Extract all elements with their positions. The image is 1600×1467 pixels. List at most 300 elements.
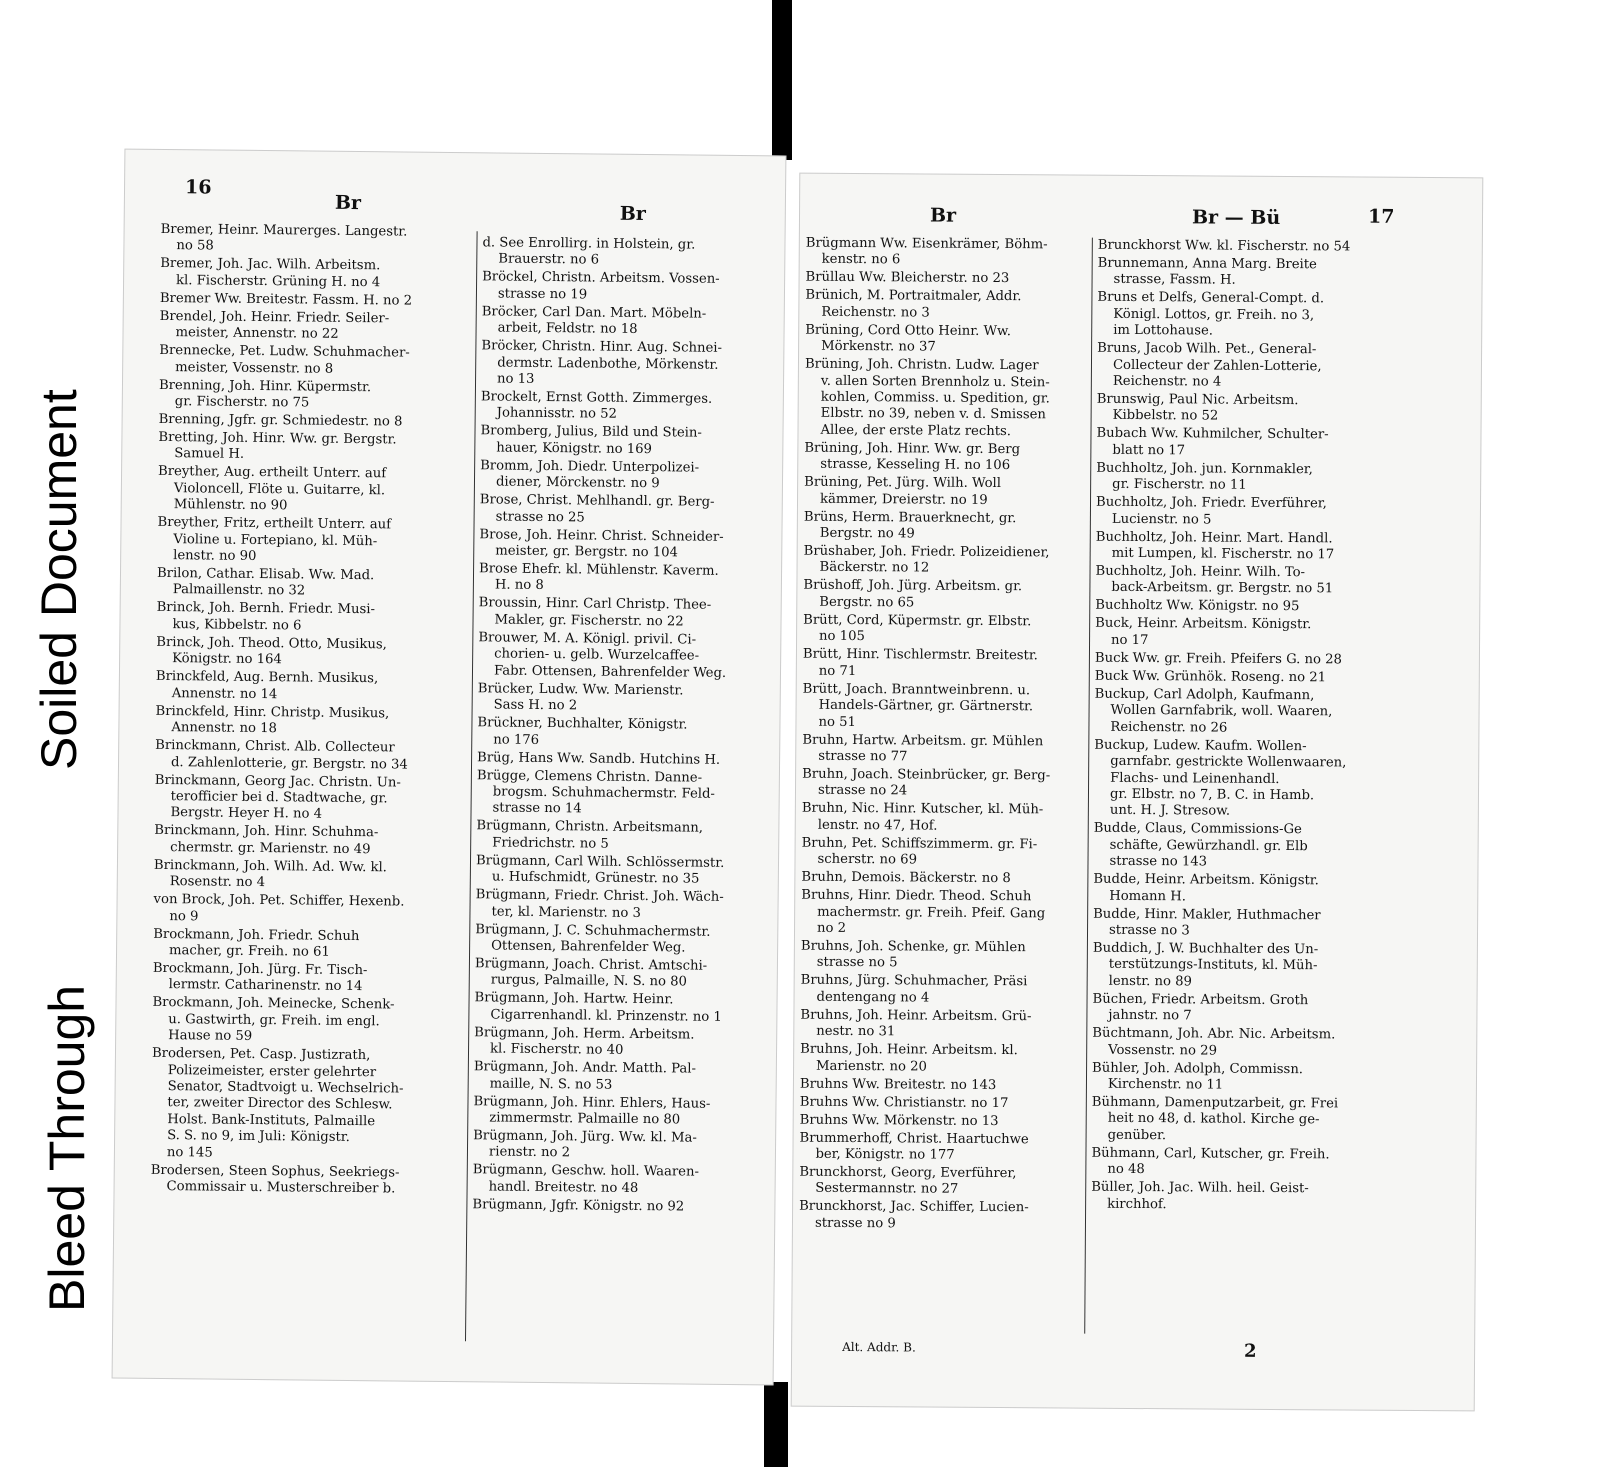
entry-name-line: Brilon, Cathar. Elisab. Ww. Mad. bbox=[156, 565, 375, 584]
directory-entry bbox=[802, 767, 1090, 802]
directory-entry bbox=[155, 738, 465, 774]
entry-name-line: Brünich, M. Portraitmaler, Addr. bbox=[805, 288, 1022, 305]
directory-entry bbox=[482, 304, 780, 340]
entry-continuation-line: Reichenstr. no 26 bbox=[1110, 719, 1228, 736]
directory-entry bbox=[801, 870, 1089, 888]
entry-continuation-line: Samuel H. bbox=[174, 446, 245, 463]
entry-continuation-line: Friedrichstr. no 5 bbox=[492, 835, 609, 852]
directory-entry bbox=[478, 681, 776, 717]
entry-name-line: d. See Enrollirg. in Holstein, gr. bbox=[482, 235, 696, 253]
directory-entry bbox=[800, 1112, 1088, 1130]
entry-name-line: Brockmann, Joh. Meinecke, Schenk- bbox=[152, 995, 395, 1013]
entry-name-line: Buck Ww. gr. Freih. Pfeifers G. no 28 bbox=[1094, 650, 1343, 668]
entry-name-line: Brügmann Ww. Eisenkrämer, Böhm- bbox=[805, 235, 1048, 253]
directory-entry bbox=[803, 613, 1091, 648]
entry-name-line: Bruhn, Nic. Hinr. Kutscher, kl. Müh- bbox=[801, 800, 1044, 818]
entry-name-line: Brockelt, Ernst Gotth. Zimmerges. bbox=[480, 389, 713, 407]
directory-entry bbox=[1093, 872, 1377, 907]
directory-entry bbox=[1094, 687, 1378, 738]
entry-continuation-line: nestr. no 31 bbox=[816, 1023, 896, 1040]
entry-name-line: Bühler, Joh. Adolph, Commissn. bbox=[1092, 1060, 1304, 1077]
entry-continuation-line: genüber. bbox=[1107, 1127, 1167, 1143]
entry-continuation-line: Flachs- und Leinenhandl. bbox=[1110, 770, 1280, 787]
entry-continuation-line: kus, Kibbelstr. no 6 bbox=[172, 616, 302, 634]
entry-name-line: Bromm, Joh. Diedr. Unterpolizei- bbox=[480, 458, 700, 476]
entry-continuation-line: no 2 bbox=[816, 920, 847, 936]
directory-entry bbox=[475, 956, 773, 992]
directory-entry bbox=[150, 1162, 460, 1198]
entry-name-line: Brügmann, Joh. Hinr. Ehlers, Haus- bbox=[473, 1093, 711, 1112]
directory-entry bbox=[472, 1197, 770, 1217]
entry-name-line: Bromberg, Julius, Bild und Stein- bbox=[480, 423, 702, 442]
entry-continuation-line: Handels-Gärtner, gr. Gärtnerstr. bbox=[818, 697, 1034, 715]
entry-name-line: Brütt, Joach. Branntweinbrenn. u. bbox=[802, 681, 1031, 698]
left-column-1 bbox=[150, 222, 470, 1200]
entry-continuation-line: strasse no 25 bbox=[495, 509, 585, 526]
entry-continuation-line: lenstr. no 47, Hof. bbox=[817, 817, 938, 834]
entry-continuation-line: Violoncell, Flöte u. Guitarre, kl. bbox=[173, 480, 386, 499]
entry-continuation-line: kämmer, Dreierstr. no 19 bbox=[819, 491, 988, 508]
directory-entry bbox=[153, 892, 463, 928]
entry-continuation-line: strasse, Fassm. H. bbox=[1113, 272, 1236, 289]
entry-name-line: Brose, Joh. Heinr. Christ. Schneider- bbox=[479, 526, 724, 545]
directory-entry bbox=[157, 566, 467, 602]
entry-name-line: Brunswig, Paul Nic. Arbeitsm. bbox=[1096, 391, 1299, 409]
entry-name-line: Buchholtz Ww. Königstr. no 95 bbox=[1095, 598, 1300, 615]
entry-continuation-line: strasse no 9 bbox=[814, 1215, 896, 1232]
entry-name-line: Bremer Ww. Breitestr. Fassm. H. no 2 bbox=[159, 290, 413, 309]
entry-name-line: Bruhns, Joh. Schenke, gr. Mühlen bbox=[800, 938, 1026, 956]
entry-name-line: Bruhn, Pet. Schiffszimmerm. gr. Fi- bbox=[801, 835, 1038, 853]
entry-name-line: Brüning, Pet. Jürg. Wilh. Woll bbox=[804, 474, 1002, 492]
entry-name-line: Bruhns Ww. Breitestr. no 143 bbox=[799, 1076, 997, 1093]
directory-entry bbox=[156, 635, 466, 671]
entry-continuation-line: no 58 bbox=[176, 238, 214, 254]
directory-entry bbox=[1095, 651, 1379, 669]
entry-continuation-line: terstützungs-Instituts, kl. Müh- bbox=[1108, 957, 1318, 974]
directory-entry bbox=[474, 991, 772, 1027]
entry-continuation-line: dermstr. Ladenbothe, Mörkenstr. bbox=[497, 355, 719, 373]
entry-continuation-line: Kirchenstr. no 11 bbox=[1107, 1076, 1224, 1093]
directory-entry bbox=[158, 430, 468, 466]
entry-continuation-line: lenstr. no 89 bbox=[1108, 973, 1192, 990]
entry-continuation-line: blatt no 17 bbox=[1112, 442, 1186, 459]
entry-name-line: Brügmann, Jgfr. Königstr. no 92 bbox=[472, 1197, 685, 1215]
entry-name-line: Buckup, Carl Adolph, Kaufmann, bbox=[1094, 686, 1315, 704]
entry-name-line: Broussin, Hinr. Carl Christp. Thee- bbox=[478, 595, 712, 614]
entry-continuation-line: strasse no 143 bbox=[1109, 853, 1208, 870]
directory-entry bbox=[1096, 426, 1380, 461]
directory-entry bbox=[804, 475, 1092, 510]
entry-continuation-line: Cigarrenhandl. kl. Prinzenstr. no 1 bbox=[490, 1007, 722, 1025]
directory-entry bbox=[476, 853, 774, 889]
entry-continuation-line: Lucienstr. no 5 bbox=[1111, 511, 1212, 528]
directory-entry bbox=[474, 1059, 772, 1095]
directory-entry bbox=[476, 768, 774, 820]
entry-name-line: Büchtmann, Joh. Abr. Nic. Arbeitsm. bbox=[1092, 1025, 1336, 1043]
entry-name-line: Brügmann, Friedr. Christ. Joh. Wäch- bbox=[475, 887, 724, 906]
entry-name-line: Brügmann, Joh. Herm. Arbeitsm. bbox=[474, 1025, 695, 1043]
entry-name-line: Brenning, Joh. Hinr. Küpermstr. bbox=[158, 377, 372, 395]
entry-continuation-line: no 9 bbox=[169, 908, 199, 924]
entry-name-line: Budde, Hinr. Makler, Huthmacher bbox=[1093, 906, 1321, 923]
entry-name-line: Buddich, J. W. Buchhalter des Un- bbox=[1092, 940, 1319, 958]
directory-entry bbox=[480, 424, 778, 460]
directory-entry bbox=[477, 715, 775, 751]
entry-name-line: Brüshoff, Joh. Jürg. Arbeitsm. gr. bbox=[803, 578, 1023, 595]
page-number-left: 16 bbox=[184, 176, 212, 199]
directory-entry bbox=[160, 291, 470, 311]
directory-entry bbox=[804, 441, 1092, 476]
entry-name-line: Brügmann, Joh. Hartw. Heinr. bbox=[474, 990, 674, 1008]
entry-name-line: Brose, Christ. Mehlhandl. gr. Berg- bbox=[479, 492, 715, 511]
entry-name-line: Bruhns, Joh. Heinr. Arbeitsm. kl. bbox=[800, 1041, 1018, 1059]
entry-continuation-line: Reichenstr. no 4 bbox=[1112, 373, 1222, 390]
entry-continuation-line: Wollen Garnfabrik, woll. Waaren, bbox=[1110, 703, 1333, 720]
entry-name-line: Buckup, Ludew. Kaufm. Wollen- bbox=[1094, 737, 1307, 754]
entry-continuation-line: Mörkenstr. no 37 bbox=[821, 339, 936, 355]
entry-name-line: Brüns, Herm. Brauerknecht, gr. bbox=[803, 509, 1017, 526]
entry-name-line: Brütt, Hinr. Tischlermstr. Breitestr. bbox=[802, 646, 1038, 664]
entry-continuation-line: ter, kl. Marienstr. no 3 bbox=[491, 903, 642, 921]
entry-name-line: Brügge, Clemens Christn. Danne- bbox=[476, 767, 703, 786]
directory-entry bbox=[1093, 821, 1377, 872]
directory-entry bbox=[474, 1025, 772, 1061]
entry-name-line: Brendel, Joh. Heinr. Friedr. Seiler- bbox=[159, 308, 390, 327]
entry-name-line: Brunckhorst, Georg, Everführer, bbox=[799, 1164, 1017, 1182]
entry-continuation-line: Allee, der erste Platz rechts. bbox=[820, 422, 1012, 439]
entry-continuation-line: no 51 bbox=[818, 714, 856, 730]
entry-continuation-line: rienstr. no 2 bbox=[488, 1144, 571, 1161]
entry-name-line: Bühmann, Carl, Kutscher, gr. Freih. bbox=[1091, 1145, 1330, 1163]
entry-continuation-line: Brauerstr. no 6 bbox=[498, 251, 600, 268]
entry-continuation-line: no 13 bbox=[496, 371, 535, 387]
entry-name-line: Brügmann, Joh. Andr. Matth. Pal- bbox=[473, 1059, 697, 1077]
entry-name-line: Bruhns, Hinr. Diedr. Theod. Schuh bbox=[801, 887, 1032, 905]
entry-name-line: Bruns et Delfs, General-Compt. d. bbox=[1097, 290, 1325, 307]
directory-entry bbox=[1097, 392, 1381, 427]
entry-name-line: Budde, Claus, Commissions-Ge bbox=[1093, 821, 1302, 838]
entry-continuation-line: kenstr. no 6 bbox=[821, 252, 901, 268]
entry-continuation-line: arbeit, Feldstr. no 18 bbox=[497, 320, 638, 338]
entry-continuation-line: Johannisstr. no 52 bbox=[496, 405, 618, 423]
directory-entry bbox=[480, 493, 778, 529]
directory-entry bbox=[800, 973, 1088, 1008]
entry-continuation-line: Bäckerstr. no 12 bbox=[819, 560, 930, 577]
entry-name-line: Brennecke, Pet. Ludw. Schuhmacher- bbox=[159, 343, 410, 361]
entry-continuation-line: strasse no 14 bbox=[492, 800, 582, 817]
entry-name-line: Brockmann, Joh. Friedr. Schuh bbox=[153, 926, 360, 944]
directory-entry bbox=[155, 704, 465, 740]
entry-continuation-line: Ottensen, Bahrenfelder Weg. bbox=[491, 938, 686, 956]
entry-continuation-line: Bergstr. no 65 bbox=[819, 594, 915, 611]
directory-entry bbox=[479, 561, 777, 597]
entry-name-line: Brügmann, Joh. Jürg. Ww. kl. Ma- bbox=[473, 1128, 697, 1146]
entry-name-line: Brinck, Joh. Bernh. Friedr. Musi- bbox=[156, 600, 376, 618]
directory-entry bbox=[1093, 906, 1377, 941]
directory-entry bbox=[158, 464, 468, 516]
directory-entry bbox=[1095, 598, 1379, 616]
directory-entry bbox=[1097, 341, 1381, 392]
entry-continuation-line: zimmermstr. Palmaille no 80 bbox=[489, 1110, 681, 1128]
entry-continuation-line: ter, zweiter Director des Schlesw. bbox=[167, 1095, 393, 1113]
directory-entry bbox=[803, 544, 1091, 579]
entry-name-line: Breyther, Aug. ertheilt Unterr. auf bbox=[157, 464, 387, 482]
entry-continuation-line: scherstr. no 69 bbox=[817, 851, 918, 868]
directory-entry bbox=[481, 389, 779, 425]
directory-entry bbox=[804, 509, 1092, 544]
entry-continuation-line: kirchhof. bbox=[1107, 1196, 1167, 1212]
directory-entry bbox=[154, 823, 464, 859]
directory-entry bbox=[1092, 1026, 1376, 1061]
entry-name-line: Bruhns Ww. Christianstr. no 17 bbox=[799, 1094, 1009, 1111]
entry-continuation-line: meister, Vossenstr. no 8 bbox=[175, 359, 334, 377]
entry-name-line: Bröcker, Carl Dan. Mart. Möbeln- bbox=[481, 304, 707, 322]
entry-continuation-line: Königl. Lottos, gr. Freih. no 3, bbox=[1113, 306, 1315, 324]
spine-shadow-top bbox=[772, 0, 792, 160]
directory-entry bbox=[801, 888, 1089, 939]
entry-continuation-line: S. S. no 9, im Juli: Königstr. bbox=[167, 1128, 350, 1146]
entry-continuation-line: dentengang no 4 bbox=[816, 989, 930, 1006]
entry-continuation-line: Commissair u. Musterschreiber b. bbox=[166, 1179, 396, 1197]
entry-continuation-line: Senator, Stadtvoigt u. Wechselrich- bbox=[167, 1079, 404, 1097]
entry-name-line: Brinckmann, Joh. Wilh. Ad. Ww. kl. bbox=[153, 857, 388, 876]
entry-name-line: Brose Ehefr. kl. Mühlenstr. Kaverm. bbox=[478, 561, 719, 579]
entry-continuation-line: u. Hufschmidt, Grünestr. no 35 bbox=[491, 869, 700, 887]
directory-entry bbox=[1096, 529, 1380, 564]
entry-continuation-line: Bergstr. no 49 bbox=[819, 525, 915, 542]
directory-entry bbox=[482, 235, 780, 271]
page-number-right: 17 bbox=[1367, 205, 1395, 228]
entry-continuation-line: lenstr. no 90 bbox=[173, 548, 257, 565]
entry-continuation-line: gr. Fischerstr. no 75 bbox=[174, 394, 310, 411]
entry-name-line: Brodersen, Steen Sophus, Seekriegs- bbox=[150, 1162, 400, 1181]
entry-continuation-line: strasse no 5 bbox=[816, 955, 898, 971]
entry-continuation-line: terofficier bei d. Stadtwache, gr. bbox=[170, 788, 388, 807]
entry-continuation-line: garnfabr. gestrickte Wollenwaaren, bbox=[1110, 753, 1347, 771]
directory-entry bbox=[801, 939, 1089, 974]
directory-entry bbox=[799, 1165, 1087, 1200]
directory-entry bbox=[805, 288, 1093, 323]
entry-continuation-line: machermstr. gr. Freih. Pfeif. Gang bbox=[817, 904, 1046, 921]
entry-name-line: Brüning, Cord Otto Heinr. Ww. bbox=[805, 322, 1012, 339]
entry-continuation-line: gr. Elbstr. no 7, B. C. in Hamb. bbox=[1109, 786, 1315, 804]
entry-name-line: Brenning, Jgfr. gr. Schmiedestr. no 8 bbox=[158, 411, 403, 430]
entry-name-line: Brügmann, J. C. Schuhmachermstr. bbox=[475, 921, 711, 940]
running-header-right-1: Br bbox=[929, 204, 957, 227]
entry-name-line: Brockmann, Joh. Jürg. Fr. Tisch- bbox=[152, 960, 368, 979]
footer-note: Alt. Addr. B. bbox=[842, 1339, 916, 1355]
entry-name-line: Bröckel, Christn. Arbeitsm. Vossen- bbox=[482, 269, 720, 288]
entry-continuation-line: diener, Mörckenstr. no 9 bbox=[495, 474, 660, 492]
directory-entry bbox=[152, 995, 462, 1047]
entry-continuation-line: no 176 bbox=[493, 731, 540, 748]
directory-entry bbox=[159, 309, 469, 345]
directory-entry bbox=[476, 819, 774, 855]
entry-name-line: Brinckmann, Joh. Hinr. Schuhma- bbox=[154, 823, 379, 841]
entry-continuation-line: Sass H. no 2 bbox=[493, 697, 578, 714]
entry-continuation-line: Kibbelstr. no 52 bbox=[1112, 408, 1219, 424]
right-column-2 bbox=[1091, 238, 1382, 1217]
entry-name-line: Brückner, Buchhalter, Königstr. bbox=[477, 715, 688, 733]
entry-continuation-line: brogsm. Schuhmachermstr. Feld- bbox=[492, 784, 716, 802]
entry-continuation-line: gr. Fischerstr. no 11 bbox=[1112, 477, 1247, 494]
entry-name-line: Brodersen, Pet. Casp. Justizrath, bbox=[151, 1046, 371, 1064]
entry-name-line: Buchholtz, Joh. jun. Kornmakler, bbox=[1096, 460, 1313, 478]
entry-continuation-line: Mühlenstr. no 90 bbox=[173, 497, 288, 514]
entry-continuation-line: kohlen, Commiss. u. Spedition, gr. bbox=[820, 389, 1050, 407]
entry-continuation-line: Rosenstr. no 4 bbox=[169, 874, 266, 891]
entry-name-line: Buchholtz, Joh. Heinr. Wilh. To- bbox=[1095, 563, 1306, 581]
entry-name-line: Brüg, Hans Ww. Sandb. Hutchins H. bbox=[477, 749, 721, 768]
entry-continuation-line: strasse, Kesseling H. no 106 bbox=[820, 457, 1011, 474]
signature-mark: 2 bbox=[1244, 1340, 1257, 1362]
entry-continuation-line: chermstr. gr. Marienstr. no 49 bbox=[170, 839, 371, 857]
entry-continuation-line: unt. H. J. Stresow. bbox=[1109, 803, 1231, 819]
directory-entry bbox=[1092, 1095, 1376, 1146]
directory-entry bbox=[156, 600, 466, 636]
entry-name-line: Bremer, Joh. Jac. Wilh. Arbeitsm. bbox=[160, 256, 381, 274]
directory-entry bbox=[481, 339, 779, 391]
directory-entry bbox=[480, 458, 778, 494]
directory-entry bbox=[478, 630, 776, 682]
directory-entry bbox=[1098, 256, 1382, 291]
directory-entry bbox=[156, 669, 466, 705]
directory-entry bbox=[477, 750, 775, 770]
directory-entry bbox=[160, 222, 470, 258]
entry-name-line: Brunckhorst Ww. kl. Fischerstr. no 54 bbox=[1097, 237, 1351, 255]
running-header-right-2: Br — Bü bbox=[1191, 206, 1281, 229]
directory-entry bbox=[159, 343, 469, 379]
entry-continuation-line: Marienstr. no 20 bbox=[816, 1058, 928, 1075]
directory-entry bbox=[1091, 1180, 1375, 1215]
directory-entry bbox=[159, 378, 469, 414]
directory-entry bbox=[151, 1046, 462, 1164]
right-page bbox=[791, 173, 1484, 1412]
running-header-left-1: Br bbox=[334, 191, 362, 215]
entry-continuation-line: lermstr. Catharinenstr. no 14 bbox=[168, 977, 363, 995]
directory-entry bbox=[473, 1163, 771, 1199]
directory-entry bbox=[803, 647, 1091, 682]
entry-name-line: Bruhn, Joach. Steinbrücker, gr. Berg- bbox=[802, 766, 1051, 784]
entry-continuation-line: maille, N. S. no 53 bbox=[489, 1076, 613, 1093]
entry-continuation-line: Collecteur der Zahlen-Lotterie, bbox=[1112, 357, 1322, 374]
entry-continuation-line: back-Arbeitsm. gr. Bergstr. no 51 bbox=[1111, 580, 1334, 597]
entry-name-line: Brummerhoff, Christ. Haartuchwe bbox=[799, 1130, 1029, 1147]
entry-name-line: Buchholtz, Joh. Friedr. Everführer, bbox=[1095, 494, 1327, 512]
entry-name-line: Büller, Joh. Jac. Wilh. heil. Geist- bbox=[1091, 1179, 1309, 1197]
entry-name-line: Brügmann, Christn. Arbeitsmann, bbox=[476, 818, 704, 836]
directory-entry bbox=[473, 1128, 771, 1164]
directory-entry bbox=[1098, 238, 1382, 256]
entry-continuation-line: v. allen Sorten Brennholz u. Stein- bbox=[820, 373, 1050, 391]
entry-name-line: Brügmann, Geschw. holl. Waaren- bbox=[472, 1162, 700, 1181]
entry-continuation-line: Annenstr. no 18 bbox=[171, 720, 278, 737]
entry-continuation-line: Palmaillenstr. no 32 bbox=[172, 582, 306, 599]
directory-entry bbox=[801, 835, 1089, 870]
directory-entry bbox=[804, 357, 1093, 441]
spine-shadow-bottom bbox=[764, 1382, 788, 1467]
entry-continuation-line: rurgus, Palmaille, N. S. no 80 bbox=[490, 972, 688, 990]
entry-continuation-line: no 48 bbox=[1107, 1161, 1145, 1178]
entry-continuation-line: macher, gr. Freih. no 61 bbox=[168, 943, 330, 960]
entry-name-line: Brüning, Joh. Hinr. Ww. gr. Berg bbox=[804, 440, 1021, 458]
entry-continuation-line: Violine u. Fortepiano, kl. Müh- bbox=[173, 531, 378, 549]
entry-name-line: Breyther, Fritz, ertheilt Unterr. auf bbox=[157, 515, 392, 533]
directory-entry bbox=[1096, 461, 1380, 496]
entry-continuation-line: Königstr. no 164 bbox=[172, 651, 282, 668]
entry-continuation-line: no 71 bbox=[818, 663, 857, 679]
entry-name-line: Brüshaber, Joh. Friedr. Polizeidiener, bbox=[803, 543, 1050, 561]
entry-name-line: Brinck, Joh. Theod. Otto, Musikus, bbox=[156, 634, 387, 653]
bleed-through-label: Bleed Through bbox=[39, 984, 95, 1312]
entry-continuation-line: im Lottohause. bbox=[1113, 323, 1214, 339]
directory-entry bbox=[799, 1130, 1087, 1165]
directory-entry bbox=[1095, 669, 1379, 687]
entry-continuation-line: strasse no 24 bbox=[817, 783, 908, 799]
entry-continuation-line: heit no 48, d. kathol. Kirche ge- bbox=[1107, 1111, 1320, 1128]
entry-name-line: Bruhns Ww. Mörkenstr. no 13 bbox=[799, 1112, 999, 1129]
entry-name-line: Brinckmann, Christ. Alb. Collecteur bbox=[155, 738, 395, 756]
entry-name-line: Bremer, Heinr. Maurerges. Langestr. bbox=[160, 221, 408, 240]
entry-continuation-line: Holst. Bank-Instituts, Palmaille bbox=[167, 1111, 376, 1130]
directory-entry bbox=[1095, 616, 1379, 651]
entry-name-line: Bruhn, Hartw. Arbeitsm. gr. Mühlen bbox=[802, 732, 1044, 749]
directory-entry bbox=[803, 578, 1091, 613]
entry-continuation-line: Bergstr. Heyer H. no 4 bbox=[170, 805, 323, 822]
entry-continuation-line: Reichenstr. no 3 bbox=[821, 304, 930, 321]
directory-entry bbox=[806, 236, 1094, 271]
directory-entry bbox=[800, 1042, 1088, 1077]
entry-name-line: Brouwer, M. A. Königl. privil. Ci- bbox=[478, 630, 697, 648]
entry-continuation-line: strasse no 77 bbox=[818, 748, 908, 765]
left-page bbox=[112, 149, 787, 1386]
directory-entry bbox=[473, 1094, 771, 1130]
directory-entry bbox=[805, 322, 1093, 357]
directory-entry bbox=[154, 858, 464, 894]
entry-name-line: Brinckmann, Georg Jac. Christn. Un- bbox=[154, 772, 401, 790]
entry-name-line: von Brock, Joh. Pet. Schiffer, Hexenb. bbox=[153, 892, 405, 910]
entry-name-line: Bubach Ww. Kuhmilcher, Schulter- bbox=[1096, 426, 1329, 443]
entry-name-line: Bretting, Joh. Hinr. Ww. gr. Bergstr. bbox=[158, 429, 397, 448]
directory-entry bbox=[478, 596, 776, 632]
directory-entry bbox=[157, 515, 467, 567]
left-column-2 bbox=[472, 235, 780, 1218]
entry-continuation-line: no 145 bbox=[166, 1144, 213, 1161]
directory-entry bbox=[800, 1076, 1088, 1094]
directory-entry bbox=[159, 412, 469, 432]
entry-name-line: Bröcker, Christn. Hinr. Aug. Schnei- bbox=[481, 338, 723, 357]
entry-continuation-line: meister, Annenstr. no 22 bbox=[175, 325, 339, 343]
entry-continuation-line: strasse no 19 bbox=[497, 286, 588, 303]
directory-entry bbox=[1092, 991, 1376, 1026]
entry-name-line: Brücker, Ludw. Ww. Marienstr. bbox=[477, 680, 684, 699]
entry-continuation-line: kl. Fischerstr. no 40 bbox=[489, 1041, 624, 1058]
entry-name-line: Bruhns, Joh. Heinr. Arbeitsm. Grü- bbox=[800, 1007, 1032, 1025]
directory-entry bbox=[1092, 1060, 1376, 1095]
directory-entry bbox=[802, 801, 1090, 836]
entry-continuation-line: jahnstr. no 7 bbox=[1108, 1007, 1192, 1024]
entry-continuation-line: hauer, Königstr. no 169 bbox=[496, 440, 653, 457]
entry-continuation-line: d. Zahlenlotterie, gr. Bergstr. no 34 bbox=[170, 754, 408, 773]
directory-entry bbox=[482, 270, 780, 306]
entry-continuation-line: H. no 8 bbox=[494, 577, 544, 594]
entry-name-line: Bühmann, Damenputzarbeit, gr. Frei bbox=[1091, 1094, 1339, 1112]
directory-entry bbox=[802, 681, 1090, 732]
entry-continuation-line: meister, gr. Bergstr. no 104 bbox=[495, 543, 679, 561]
directory-entry bbox=[479, 527, 777, 563]
entry-continuation-line: mit Lumpen, kl. Fischerstr. no 17 bbox=[1111, 545, 1335, 563]
